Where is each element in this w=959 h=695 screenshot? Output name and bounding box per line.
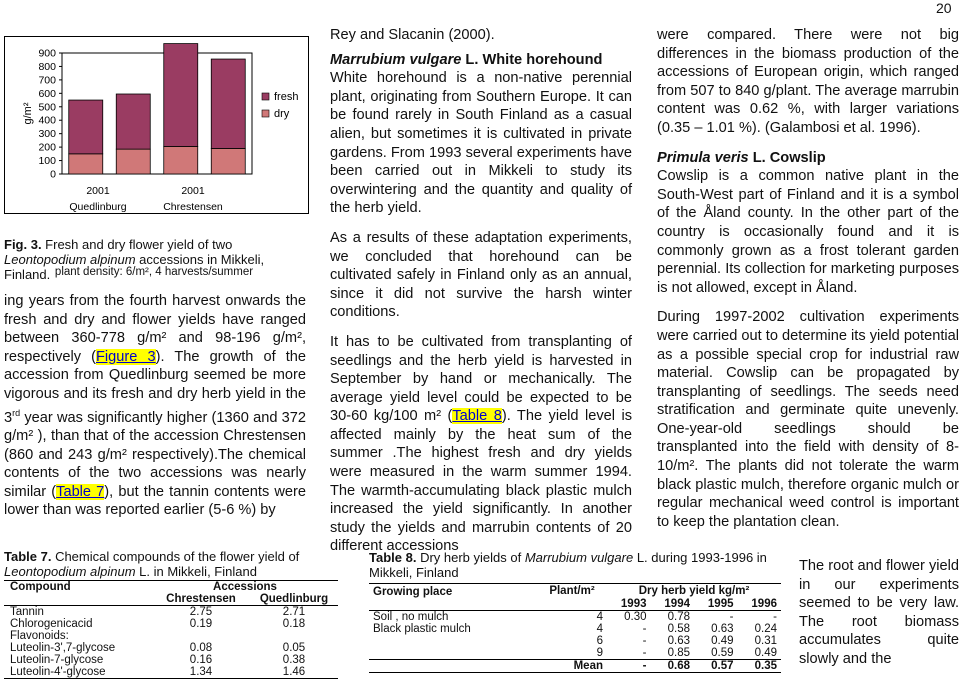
col2-p1: White horehound is a non-native perennial plant, originating from Southern Europe. It can be found rarely in South Finland as a casual alien, but sometimes it is cultivated in private gardens. From 1993 several experiments have been carried out in Mikkeli to study its overwintering and the quantity and quality of the herb yield. xyxy=(330,70,632,217)
y-tick-label: 800 xyxy=(38,60,56,73)
t8-yield-cell: 0.59 xyxy=(711,647,734,659)
t7-header-accessions: Accessions xyxy=(213,581,277,593)
marrubium-heading-rest: L. White horehound xyxy=(461,51,603,68)
table-8-caption xyxy=(369,550,779,580)
t8-year-1994: 1994 xyxy=(664,598,690,610)
table-row xyxy=(4,642,338,654)
t7-header-compound: Compound xyxy=(10,581,71,593)
yield-chart xyxy=(4,36,309,214)
t7-quedlinburg-cell: 0.18 xyxy=(282,618,306,630)
x-category-label: 2001 xyxy=(181,185,205,197)
t8-yield-cell: 0.49 xyxy=(711,635,734,647)
table-row xyxy=(4,666,338,679)
column-2-text xyxy=(330,26,632,567)
t7-quedlinburg-cell: 0.38 xyxy=(282,654,306,666)
x-category-label: 2001 xyxy=(86,185,110,197)
bar-dry xyxy=(69,154,103,174)
t8-header-plant: Plant/m² xyxy=(549,585,595,597)
col3-p3: During 1997-2002 cultivation experiments were carried out to determine its yield potential as a possible special crop for industrial raw material. Cowslip can be propagated by transplanting of seedlings. The seeds need stratification and germinate quite unevenly. One-year-old seedlings should be transplanted into the field with density of 8-10/m². The plants did not tolerate the warm black plastic mulch, therefore organic mulch or regular mechanical weed control is important to keep the plantation clean. xyxy=(657,309,959,530)
t7-compound-cell: Tannin xyxy=(10,606,44,618)
x-category-label: Chrestensen xyxy=(163,201,223,213)
col1-text-3: year was significantly higher (1360 and 372 g/m² ), than that of the accession Chrestensen (860 and 243 g/m² respectively).The chemical contents of the two accessions was nearly similar ( xyxy=(4,409,306,500)
bar-fresh xyxy=(116,94,150,149)
marrubium-heading-species: Marrubium vulgare xyxy=(330,51,462,68)
chart-svg xyxy=(4,36,309,214)
legend-swatch-fresh xyxy=(262,93,269,100)
col1-text-4: ), but the tannin contents were lower than was reported earlier (5-6 %) by xyxy=(4,483,307,519)
legend-label-dry: dry xyxy=(274,108,290,120)
t8-yield-cell: 0.63 xyxy=(711,623,734,635)
table-row xyxy=(369,635,781,647)
t7-compound-cell: Flavonoids: xyxy=(10,630,69,642)
table-7-grid xyxy=(4,580,338,679)
t8-yield-cell: 0.31 xyxy=(754,635,777,647)
t8-yield-cell: - xyxy=(642,635,647,647)
table-row xyxy=(369,623,781,635)
legend-label-fresh: fresh xyxy=(274,91,299,103)
table-7 xyxy=(4,580,338,679)
t8-plant-cell: 6 xyxy=(596,635,603,647)
table-8-caption-species: Marrubium vulgare xyxy=(524,550,634,565)
col3-p2: Cowslip is a common native plant in the South-West part of Finland and it is a symbol of the Åland county. In the other part of the country is occasionally found and it is commonly grown as a frost tolerant garden perennial. Its collection for marketing purposes is not allowed, except in Åland. xyxy=(657,168,959,296)
y-tick-label: 900 xyxy=(38,47,56,60)
figure-caption-text-b: accessions in Mikkeli, Finland. xyxy=(4,252,265,282)
t7-quedlinburg-cell xyxy=(250,630,338,642)
bar-fresh xyxy=(69,100,103,154)
table-row xyxy=(4,654,338,666)
col1-sup: rd xyxy=(12,407,21,418)
table-7-caption-b: L. in Mikkeli, Finland xyxy=(135,564,257,579)
t8-year-1993: 1993 xyxy=(620,598,647,610)
table-8 xyxy=(369,583,781,673)
t7-chrestensen-cell xyxy=(152,630,250,642)
y-tick-label: 400 xyxy=(38,114,56,127)
bar-fresh xyxy=(211,59,245,148)
t8-yield-cell: - xyxy=(773,611,777,623)
t7-quedlinburg-cell: 0.05 xyxy=(282,642,306,654)
t8-yield-cell: 0.58 xyxy=(667,623,690,635)
table-7-label: Table 7. xyxy=(4,549,52,564)
t7-compound-cell: Luteolin-7-glycose xyxy=(10,654,104,666)
t8-plant-cell: 4 xyxy=(596,623,603,635)
t7-compound-cell: Chlorogenicacid xyxy=(10,618,93,630)
col2-p3-a: It has to be cultivated from transplanting of seedlings and the herb yield is harvested in September by hand or mechanically. The average yield level could be expected to be 30-60 kg/100 m² ( xyxy=(330,333,632,425)
col3-p1: were compared. There were not big differences in the biomass production of the accessions of European origin, which ranged from 507 to 840 g/plant. The average marrubin content was 0.62 %, with larger variations (0.35 – 1.01 %). (Galambosi et al. 1996). xyxy=(657,27,959,136)
t8-plant-cell: 9 xyxy=(596,647,603,659)
primula-heading-species: Primula veris xyxy=(657,149,749,166)
t8-mean-label: Mean xyxy=(573,660,603,672)
t7-header-chrestensen: Chrestensen xyxy=(166,593,236,605)
t8-mean-cell: 0.57 xyxy=(711,660,734,672)
t8-year-1995: 1995 xyxy=(707,598,734,610)
figure-caption-species: Leontopodium alpinum xyxy=(4,252,136,267)
table-8-grid xyxy=(369,583,781,673)
primula-heading-rest: L. Cowslip xyxy=(748,149,826,166)
col2-p3-b: ). The yield level is affected mainly by the heat sum of the summer .The highest fresh and dry yields were measured in the warm summer 1994. The warmth-accumulating black plastic mulch increased the yield significantly. In another study the yields and marrubin contents of 20 different accessions xyxy=(330,408,632,555)
t8-yield-cell: - xyxy=(642,623,647,635)
t7-chrestensen-cell: 2.75 xyxy=(189,606,213,618)
y-tick-label: 100 xyxy=(38,155,56,168)
t8-plant-cell: 4 xyxy=(596,611,603,623)
bar-fresh xyxy=(164,44,198,147)
primula-heading xyxy=(657,149,959,168)
marrubium-heading xyxy=(330,51,632,70)
t7-chrestensen-cell: 0.16 xyxy=(189,654,213,666)
t8-place-cell: Black plastic mulch xyxy=(373,623,471,635)
column-1-text xyxy=(4,292,306,531)
table-7-link[interactable]: Table 7 xyxy=(56,483,105,500)
table-7-caption xyxy=(4,549,304,579)
t8-mean-cell: 0.68 xyxy=(667,660,690,672)
bar-dry xyxy=(211,148,245,174)
column-3-tail xyxy=(799,557,959,680)
figure-label: Fig. 3. xyxy=(4,237,42,252)
t7-compound-cell: Luteolin-4'-glycose xyxy=(10,666,106,678)
t8-header-yield: Dry herb yield kg/m² xyxy=(638,585,750,597)
y-tick-label: 600 xyxy=(38,87,56,100)
table-row xyxy=(369,611,781,624)
bar-dry xyxy=(164,146,198,174)
col3-p4: The root and flower yield in our experiments seemed to be very law. The root biomass accumulates quite slowly and the xyxy=(799,558,959,667)
t8-yield-cell: 0.49 xyxy=(754,647,777,659)
figure-note: plant density: 6/m², 4 harvests/summer xyxy=(54,266,254,278)
column-3-text xyxy=(657,26,959,542)
t8-yield-cell: 0.30 xyxy=(624,611,647,623)
y-tick-label: 500 xyxy=(38,101,56,114)
col1-text-2: ). The growth of the accession from Quedlinburg seemed be more vigorous and its fresh and dry herb yield in the 3 xyxy=(4,348,307,426)
table-row xyxy=(4,606,338,619)
table-7-caption-a: Chemical compounds of the flower yield of xyxy=(51,549,300,564)
t7-chrestensen-cell: 1.34 xyxy=(189,666,213,678)
table-row xyxy=(369,647,781,660)
t7-header-quedlinburg: Quedlinburg xyxy=(259,593,329,605)
t8-yield-cell: 0.78 xyxy=(667,611,690,623)
t7-compound-cell: Luteolin-3',7-glycose xyxy=(10,642,116,654)
t8-yield-cell: 0.63 xyxy=(667,635,690,647)
legend-swatch-dry xyxy=(262,110,269,117)
t7-chrestensen-cell: 0.19 xyxy=(189,618,213,630)
col2-p2: As a results of these adaptation experiments, we concluded that horehound can be cultivated safely in Finland only as an annual, since it did not survive the harsh winter conditions. xyxy=(330,229,632,321)
table-8-link[interactable]: Table 8 xyxy=(452,408,502,425)
table-8-caption-a: Dry herb yields of xyxy=(416,550,525,565)
table-8-label: Table 8. xyxy=(369,550,417,565)
col2-p0: Rey and Slacanin (2000). xyxy=(330,27,495,43)
t8-yield-cell: - xyxy=(642,647,647,659)
table-7-caption-species: Leontopodium alpinum xyxy=(4,564,136,579)
t8-place-cell: Soil , no mulch xyxy=(373,611,449,623)
figure-caption-text-a: Fresh and dry flower yield of two xyxy=(41,237,233,252)
t8-yield-cell: 0.85 xyxy=(667,647,690,659)
t7-quedlinburg-cell: 1.46 xyxy=(282,666,306,678)
t8-mean-cell: 0.35 xyxy=(754,660,777,672)
y-tick-label: 700 xyxy=(38,74,56,87)
t7-chrestensen-cell: 0.08 xyxy=(189,642,213,654)
t8-header-place: Growing place xyxy=(373,586,453,598)
y-tick-label: 300 xyxy=(38,128,56,141)
y-tick-label: 200 xyxy=(38,141,56,154)
page-number: 20 xyxy=(936,0,952,16)
figure-3-link[interactable]: Figure 3 xyxy=(96,348,156,365)
t8-yield-cell: 0.24 xyxy=(754,623,777,635)
t8-place-cell xyxy=(369,635,537,647)
x-category-label: Quedlinburg xyxy=(69,201,127,213)
t8-mean-cell: - xyxy=(642,660,647,672)
t8-place-cell xyxy=(369,647,537,660)
t8-yield-cell: - xyxy=(729,611,734,623)
table-8-caption-b: L. during 1993-1996 in Mikkeli, Finland xyxy=(369,550,767,580)
col1-text-1: ing years from the fourth harvest onwards the fresh and dry and flower yields have ranged between 360-778 g/m² and 98-196 g/m², respectively ( xyxy=(4,293,306,365)
t7-quedlinburg-cell: 2.71 xyxy=(282,606,306,618)
t8-year-1996: 1996 xyxy=(751,598,777,610)
table-row xyxy=(4,618,338,630)
bar-dry xyxy=(116,149,150,174)
y-axis-label: g/m² xyxy=(22,102,34,125)
table-row xyxy=(4,630,338,642)
y-tick-label: 0 xyxy=(50,168,56,181)
